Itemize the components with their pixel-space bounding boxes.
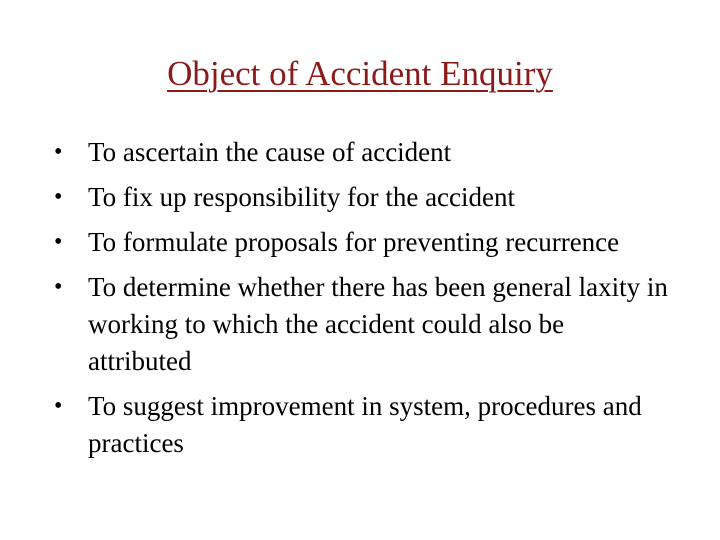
bullet-text: To suggest improvement in system, procedures and practices — [88, 391, 642, 458]
bullet-item — [54, 388, 674, 462]
bullet-dot-icon: • — [54, 229, 63, 255]
slide-title — [0, 52, 720, 96]
bullet-text: To fix up responsibility for the accident — [88, 182, 516, 212]
slide-title-text: Object of Accident Enquiry — [167, 54, 553, 93]
bullet-text: To ascertain the cause of accident — [88, 137, 452, 167]
bullet-item — [54, 224, 674, 261]
bullet-dot-icon: • — [54, 139, 63, 165]
bullet-dot-icon: • — [54, 393, 63, 419]
bullet-item — [54, 269, 674, 380]
bullet-text: To formulate proposals for preventing recurrence — [88, 227, 620, 257]
bullet-dot-icon: • — [54, 274, 63, 300]
bullet-item — [54, 179, 674, 216]
bullet-list — [54, 134, 674, 470]
bullet-text: To determine whether there has been general laxity in working to which the accident could also be attributed — [88, 272, 668, 376]
bullet-dot-icon: • — [54, 184, 63, 210]
bullet-item — [54, 134, 674, 171]
